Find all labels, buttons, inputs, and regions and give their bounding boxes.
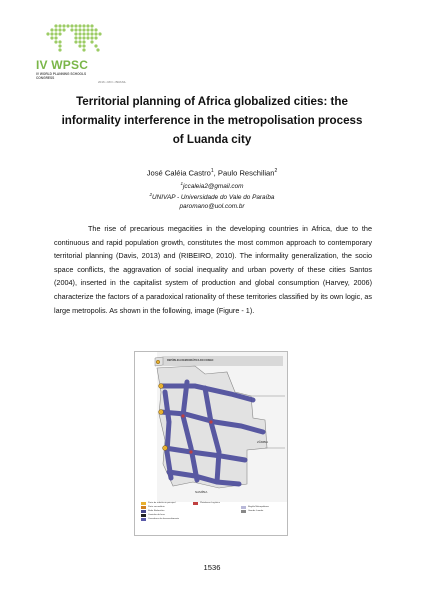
legend-item: Plataforma Logística [193, 502, 220, 505]
body-paragraph: The rise of precarious megacities in the developing countries in Africa, due to the continuous and rapid population growth, constitutes the most common approach to contemporary territorial planning (Davis, 2013) and (RIBEIRO, 2010). The informality generalization, the socio space conflicts, the aggravation of social inequality and urban poverty of these cities Santos (2004), inserted in the capitalist system of production and global consumption (Harvey, 2006) characterize the factors of a paradoxical rationality of these territories classified by its own logic, as large metropolis. As shown in the following, image (Figure - 1). [54, 224, 372, 315]
author-sup: 2 [274, 168, 278, 174]
legend-swatch [241, 506, 246, 509]
map-legend [141, 502, 281, 532]
legend-item: Porto secundário [141, 506, 165, 509]
legend-item: Corredores de desenvolvimento [141, 518, 179, 521]
legend-swatch [241, 510, 246, 513]
map-country-label: ZÂMBIA [257, 440, 269, 444]
angola-map-figure [134, 351, 288, 536]
legend-swatch [141, 514, 146, 517]
legend-item: Grande Luanda [241, 510, 263, 513]
affiliation-email-1: $^1$jccaleia2@gmail.com [180, 181, 244, 191]
author-line: José Caléia Castro$^1$, Paulo Reschilian$^2$ [146, 168, 278, 178]
legend-item: Caminho de ferro [141, 514, 165, 517]
author-name: Paulo Reschilian [217, 168, 275, 178]
legend-swatch [141, 518, 146, 521]
logo-tagline: 2016 • RIO • BRASIL [98, 80, 127, 84]
page-number: 1536 [203, 563, 221, 572]
affiliation-university: $^2$UNIVAP - Universidade do Vale do Paraíba [149, 192, 275, 202]
legend-swatch [141, 506, 146, 509]
author-name: José Caléia Castro [146, 168, 211, 178]
world-map-dots-icon [36, 18, 106, 58]
affiliation-email-2: paromano@uol.com.br [179, 203, 245, 210]
conference-logo [36, 18, 156, 84]
author-sup: 1 [210, 168, 214, 174]
legend-item: Porto de referência principal [141, 502, 175, 505]
legend-swatch [141, 510, 146, 513]
legend-swatch [141, 502, 146, 505]
legend-item: Rede Rodoviária [141, 510, 164, 513]
map-graphic [135, 352, 287, 502]
legend-swatch [193, 502, 198, 505]
legend-item: Região Metropolitana [241, 506, 269, 509]
map-country-label: NAMÍBIA [195, 490, 208, 494]
logo-subtitle: IV WORLD PLANNING SCHOOLS CONGRESS [36, 72, 87, 80]
map-header-label: REPÚBLICA DEMOCRÁTICA DO CONGO [167, 359, 214, 362]
paper-title: Territorial planning of Africa globalized cities: the informality interference in the metropolisation process of Luanda city [61, 95, 363, 146]
logo-wordmark: IV WPSC [36, 58, 89, 72]
